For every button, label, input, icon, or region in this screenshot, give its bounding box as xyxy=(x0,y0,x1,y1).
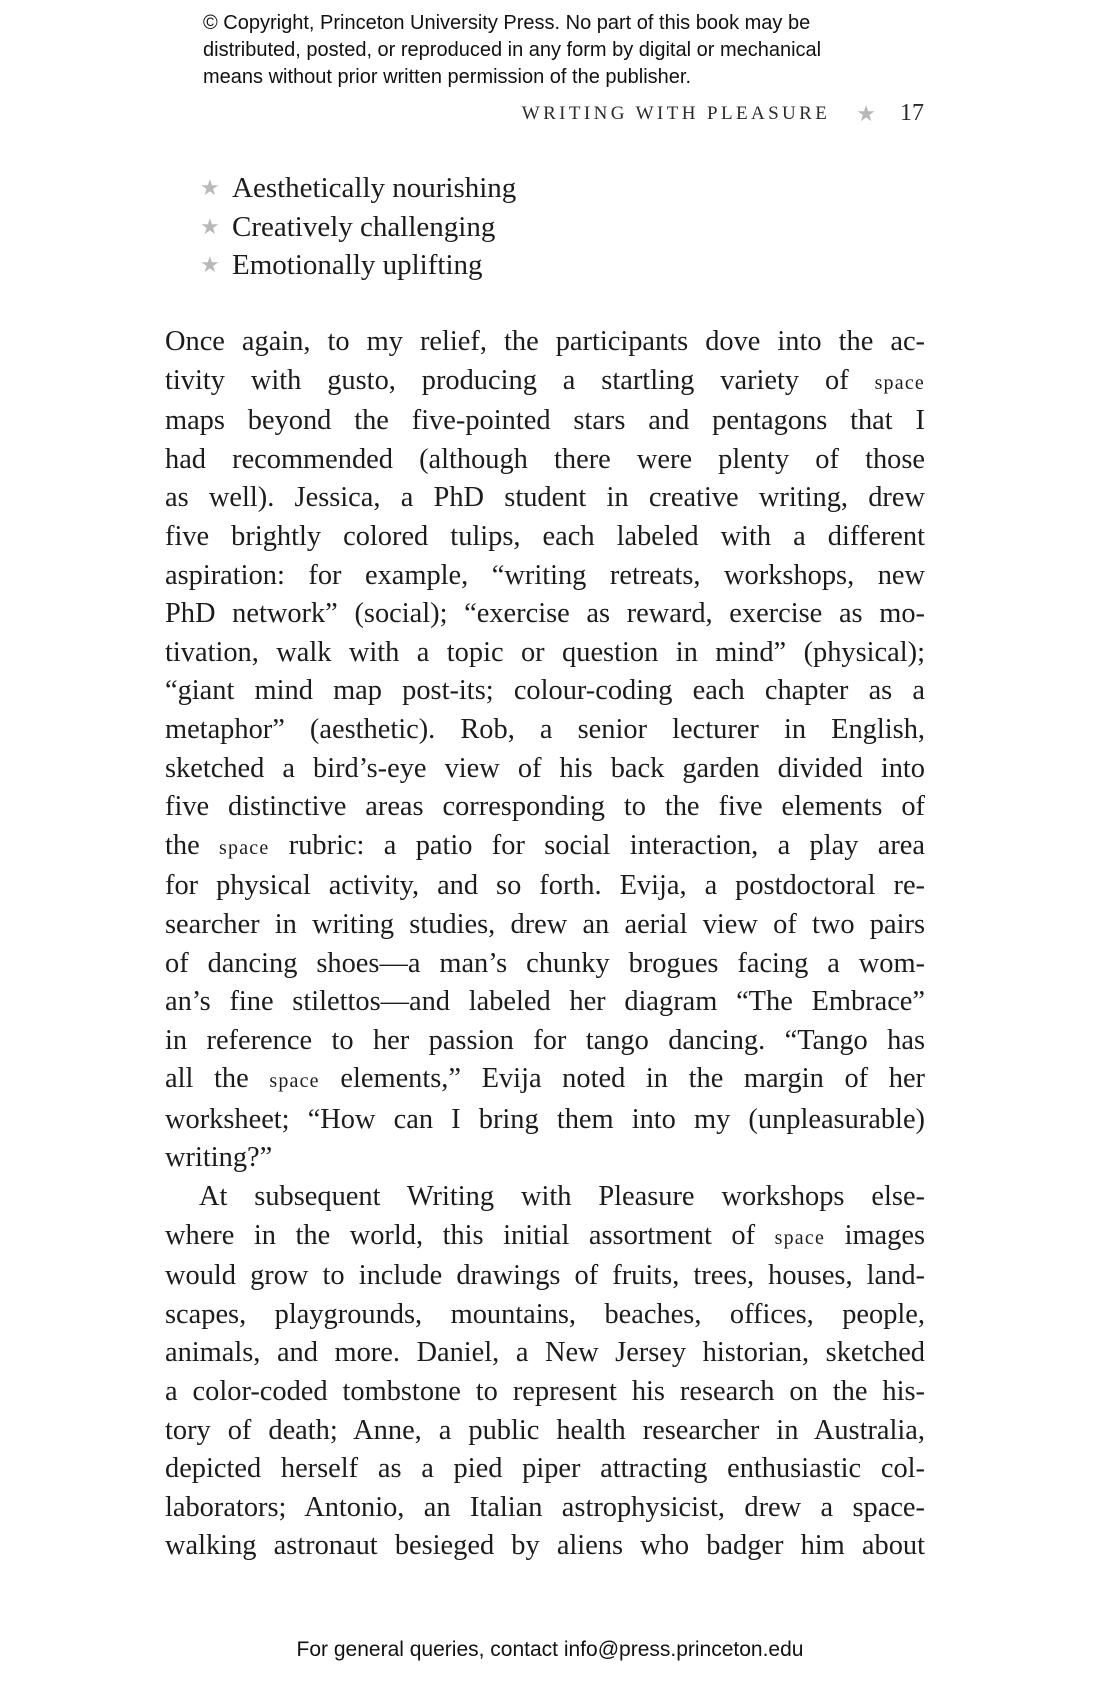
running-head-title: WRITING WITH PLEASURE xyxy=(521,102,831,124)
text-line: sketched a bird’s-eye view of his back garden divided into xyxy=(165,752,925,784)
text-line: maps beyond the five-pointed stars and pentagons that I xyxy=(165,405,925,437)
paragraph-2 xyxy=(165,1178,925,1566)
text-line: PhD network” (social); “exercise as reward, exercise as mo- xyxy=(165,598,925,630)
text-line: tivity with gusto, producing a startling variety of space xyxy=(165,364,925,396)
list-item-text: Aesthetically nourishing xyxy=(232,172,517,204)
text-line: worksheet; “How can I bring them into my (unpleasurable) xyxy=(165,1103,925,1135)
text-line: animals, and more. Daniel, a New Jersey historian, sketched xyxy=(165,1337,925,1369)
text-line: aspiration: for example, “writing retreats, workshops, new xyxy=(165,559,925,591)
list-item xyxy=(200,169,516,208)
text-line: metaphor” (aesthetic). Rob, a senior lecturer in English, xyxy=(165,713,925,745)
text-line: where in the world, this initial assortment of space images xyxy=(165,1219,925,1251)
text-line: Once again, to my relief, the participants dove into the ac- xyxy=(165,326,925,357)
text-line: as well). Jessica, a PhD student in creative writing, drew xyxy=(165,482,925,514)
page-number: 17 xyxy=(900,100,924,126)
small-caps-term: space xyxy=(774,1226,826,1249)
body-text xyxy=(165,323,925,1566)
copyright-line: © Copyright, Princeton University Press. No part of this book may be xyxy=(203,12,811,34)
text-line: for physical activity, and so forth. Evija, a postdoctoral re- xyxy=(165,870,925,902)
star-bullet-icon: ★ xyxy=(200,175,220,201)
text-line: in reference to her passion for tango dancing. “Tango has xyxy=(165,1024,925,1056)
text-line: an’s fine stilettos—and labeled her diagram “The Embrace” xyxy=(165,986,925,1018)
text-line: five distinctive areas corresponding to the five elements of xyxy=(165,791,925,823)
text-line: walking astronaut besieged by aliens who badger him about xyxy=(165,1530,925,1562)
text-line: depicted herself as a pied piper attracting enthusiastic col- xyxy=(165,1453,925,1485)
text-line: would grow to include drawings of fruits, trees, houses, land- xyxy=(165,1260,925,1292)
text-line: five brightly colored tulips, each labeled with a different xyxy=(165,520,925,552)
list-item xyxy=(200,246,516,285)
text-line: tory of death; Anne, a public health researcher in Australia, xyxy=(165,1414,925,1446)
text-line: scapes, playgrounds, mountains, beaches, offices, people, xyxy=(165,1298,925,1330)
text-line: writing?” xyxy=(165,1142,273,1174)
star-bullet-icon: ★ xyxy=(200,252,220,278)
list-item xyxy=(200,208,516,247)
list-item-text: Emotionally uplifting xyxy=(232,249,483,281)
copyright-line: means without prior written permission of the publisher. xyxy=(203,66,692,88)
text-line: a color-coded tombstone to represent his research on the his- xyxy=(165,1376,925,1408)
text-line: all the space elements,” Evija noted in the margin of her xyxy=(165,1063,925,1095)
text-line: tivation, walk with a topic or question in mind” (physical); xyxy=(165,636,925,668)
copyright-notice xyxy=(203,10,923,91)
star-bullet-icon: ★ xyxy=(200,213,220,239)
small-caps-term: space xyxy=(269,1070,320,1093)
list-item-text: Creatively challenging xyxy=(232,210,496,243)
text-line: of dancing shoes—a man’s chunky brogues facing a wom- xyxy=(165,947,925,979)
copyright-line: distributed, posted, or reproduced in any form by digital or mechanical xyxy=(203,39,822,61)
running-head xyxy=(522,100,924,127)
text-line: searcher in writing studies, drew an aerial view of two pairs xyxy=(165,908,925,940)
paragraph-1 xyxy=(165,323,925,1178)
text-line: the space rubric: a patio for social interaction, a play area xyxy=(165,829,925,861)
footer-contact: For general queries, contact info@press.princeton.edu xyxy=(296,1638,804,1661)
star-icon: ★ xyxy=(856,100,876,126)
small-caps-term: space xyxy=(874,371,925,394)
text-line: “giant mind map post-its; colour-coding each chapter as a xyxy=(165,675,925,707)
small-caps-term: space xyxy=(219,836,270,859)
bullet-list xyxy=(200,169,516,285)
text-line: At subsequent Writing with Pleasure workshops else- xyxy=(199,1181,925,1213)
text-line: laborators; Antonio, an Italian astrophysicist, drew a space- xyxy=(165,1491,925,1523)
text-line: had recommended (although there were plenty of those xyxy=(165,443,925,475)
